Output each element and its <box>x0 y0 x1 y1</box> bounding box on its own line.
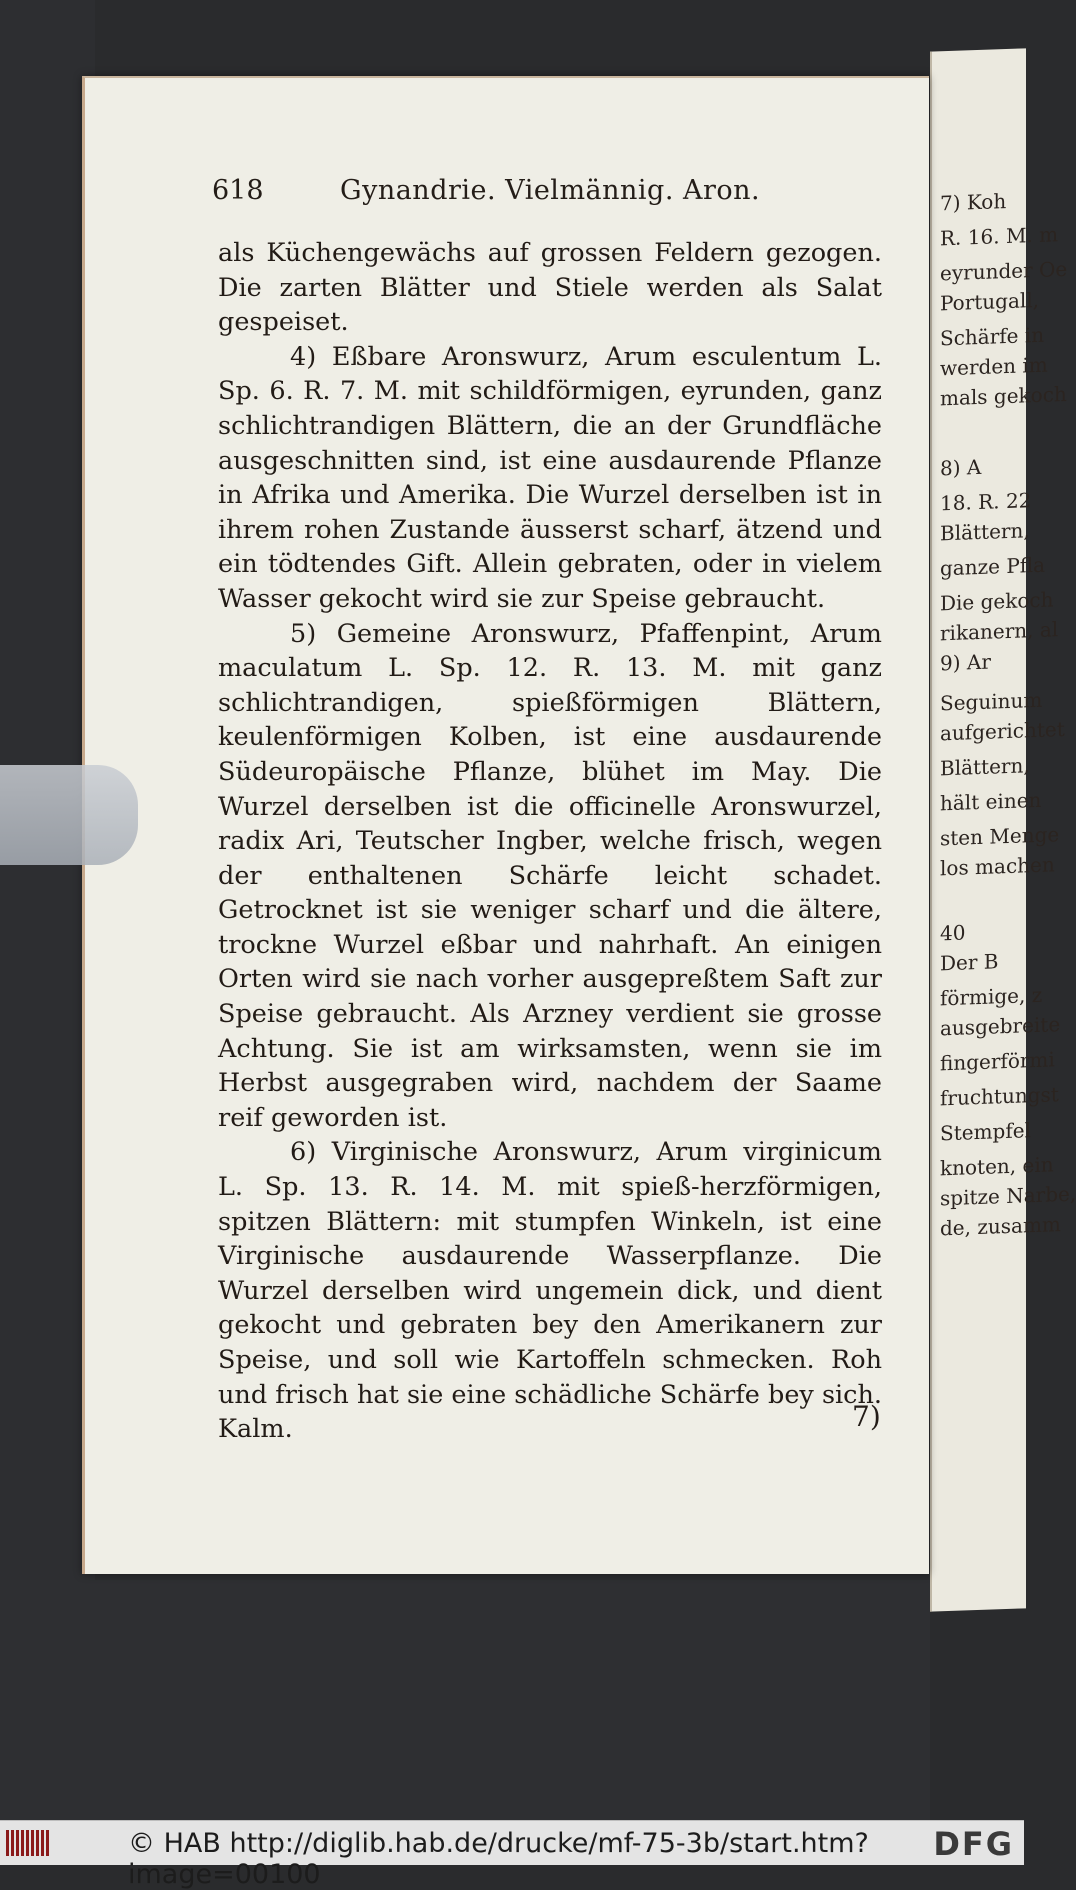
facing-page-fragment: 8) A <box>940 454 982 481</box>
facing-page-fragment: Stempfel <box>940 1118 1031 1146</box>
facing-page-fragment: förmige, z <box>940 982 1043 1011</box>
facing-page-fragment: rikanern, al <box>940 617 1059 646</box>
facing-page-fragment: fingerförmi <box>940 1047 1055 1076</box>
facing-page-fragment: ausgebreite <box>940 1012 1061 1041</box>
facing-page-fragment: knoten, ein <box>940 1152 1054 1181</box>
facing-page-fragment: werden im <box>940 352 1048 381</box>
facing-page <box>930 48 1076 1611</box>
viewer-footer <box>0 1820 1024 1890</box>
paragraph: 5) Gemeine Aronswurz, Pfaffenpint, Arum maculatum L. Sp. 12. R. 13. M. mit ganz schlichtrandigen, spießförmigen Blättern, keulenförmigen Kolben, ist eine ausdaurende Südeuropäische Pflanze, blühet im May. Die Wurzel derselben ist die officinelle Aronswurzel, radix Ari, Teutscher Ingber, welche frisch, wegen der enthaltenen Schärfe leicht schadet. Getrocknet ist sie weniger scharf und die ältere, trockne Wurzel eßbar und nahrhaft. An einigen Orten wird sie nach vorher ausgepreßtem Saft zur Speise gebraucht. Als Arzney verdient sie grosse Achtung. Sie ist am wirksamsten, wenn sie im Herbst ausgegraben wird, nachdem der Saame reif geworden ist. <box>218 618 882 1133</box>
facing-page-fragment: 40 <box>940 920 966 946</box>
facing-page-fragment: Blättern, <box>940 518 1030 546</box>
facing-page-text <box>932 48 1076 1241</box>
running-head: Gynandrie. Vielmännig. Aron. <box>340 175 761 206</box>
barcode-icon <box>6 1830 50 1856</box>
facing-page-fragment: ganze Pfla <box>940 552 1046 581</box>
scan-background-left <box>0 0 95 1820</box>
paragraph: als Küchengewächs auf grossen Feldern gezogen. Die zarten Blätter und Stiele werden als Salat gespeiset. <box>218 238 882 338</box>
facing-page-fragment: Schärfe in <box>940 322 1045 351</box>
page-body <box>218 236 882 1447</box>
facing-page-fragment: fruchtungst <box>940 1082 1059 1111</box>
scan-background-bottom <box>0 1580 930 1820</box>
paragraph: 6) Virginische Aronswurz, Arum virginicum L. Sp. 13. R. 14. M. mit spieß-herzförmigen, spitzen Blättern: mit stumpfen Winkeln, ist eine Virginische ausdaurende Wasserpflanze. Die Wurzel derselben wird ungemein dick, und dient gekocht und gebraten bey den Amerikanern zur Speise, und soll wie Kartoffeln schmecken. Roh und frisch hat sie eine schädliche Schärfe bey sich. Kalm. <box>218 1137 882 1445</box>
facing-page-fragment: de, zusamm <box>940 1212 1061 1241</box>
facing-page-fragment: 9) Ar <box>940 649 991 676</box>
facing-page-fragment: mals gekoch <box>940 381 1067 411</box>
facing-page-fragment: spitze Narbe, <box>940 1181 1076 1211</box>
bookmark-clip <box>0 765 138 865</box>
paragraph: 4) Eßbare Aronswurz, Arum esculentum L. Sp. 6. R. 7. M. mit schildförmigen, eyrunden, ganz schlichtrandigen Blättern, die an der Grundfläche ausgeschnitten sind, ist eine ausdaurende Pflanze in Afrika und Amerika. Die Wurzel derselben ist in ihrem rohen Zustande äusserst scharf, ätzend und ein tödtendes Gift. Allein gebraten, oder in vielem Wasser gekocht wird sie zur Speise gebraucht. <box>218 341 882 614</box>
source-credit-link[interactable]: © HAB http://diglib.hab.de/drucke/mf-75-3b/start.htm?image=00100 <box>128 1828 869 1890</box>
facing-page-fragment: hält einen <box>940 787 1042 816</box>
facing-page-fragment: Blättern, <box>940 753 1030 781</box>
facing-page-fragment: los machen <box>940 852 1055 881</box>
facing-page-fragment: 7) Koh <box>940 189 1007 216</box>
catchword: 7) <box>852 1400 881 1433</box>
facing-page-fragment: aufgerichtet <box>940 716 1065 746</box>
facing-page-fragment: 18. R. 22 <box>940 488 1032 516</box>
dfg-logo: DFG <box>933 1825 1014 1863</box>
facing-page-fragment: eyrunder Oe <box>940 256 1068 286</box>
facing-page-fragment: Die gekoch <box>940 587 1054 616</box>
facing-page-fragment: R. 16. M. m <box>940 222 1059 251</box>
page-number: 618 <box>212 175 264 206</box>
page-header <box>212 175 880 215</box>
facing-page-fragment: Der B <box>940 949 999 976</box>
facing-page-fragment: Seguinum <box>940 687 1043 716</box>
facing-page-fragment: sten Menge <box>940 822 1060 851</box>
facing-page-fragment: Portugall, <box>940 287 1040 316</box>
